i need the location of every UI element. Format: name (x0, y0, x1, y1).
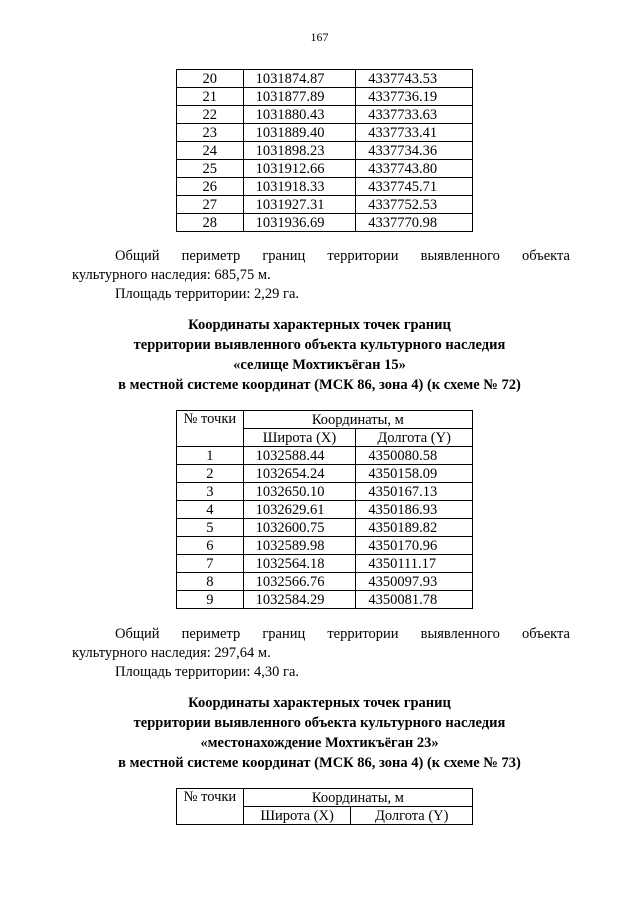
point-number-cell: 6 (177, 537, 244, 555)
word: выявленного (420, 248, 500, 264)
longitude-cell: 4337752.53 (356, 196, 473, 214)
word: периметр (181, 248, 241, 264)
longitude-cell: 4337770.98 (356, 214, 473, 232)
point-number-cell: 2 (177, 465, 244, 483)
latitude-cell: 1031877.89 (243, 88, 356, 106)
point-number-cell: 7 (177, 555, 244, 573)
word: выявленного (420, 626, 500, 642)
table-row (177, 124, 473, 142)
point-number-cell: 20 (177, 70, 244, 88)
table-row (177, 483, 473, 501)
heading-line-2: территории выявленного объекта культурного наследия (133, 337, 506, 353)
latitude-cell: 1031912.66 (243, 160, 356, 178)
latitude-cell: 1032566.76 (243, 573, 356, 591)
table-row (177, 88, 473, 106)
latitude-cell: 1031927.31 (243, 196, 356, 214)
perimeter-line-2: культурного наследия: 297,64 м. (72, 645, 271, 661)
longitude-cell: 4350186.93 (356, 501, 473, 519)
heading-line-4: в местной системе координат (МСК 86, зона 4) (к схеме № 72) (118, 377, 521, 393)
table-row (177, 555, 473, 573)
longitude-cell: 4350167.13 (356, 483, 473, 501)
point-number-cell: 28 (177, 214, 244, 232)
latitude-cell: 1032600.75 (243, 519, 356, 537)
point-number-cell: 27 (177, 196, 244, 214)
word: территории (327, 248, 399, 264)
table-row (177, 178, 473, 196)
header-latitude: Широта (X) (243, 429, 356, 447)
word: объекта (521, 248, 570, 264)
section-heading-73 (0, 693, 639, 773)
longitude-cell: 4337733.41 (356, 124, 473, 142)
perimeter-line (72, 247, 570, 266)
section-heading-72 (0, 315, 639, 395)
longitude-cell: 4337745.71 (356, 178, 473, 196)
longitude-cell: 4337743.80 (356, 160, 473, 178)
heading-line-3: «селище Мохтикъёган 15» (233, 357, 406, 373)
longitude-cell: 4350081.78 (356, 591, 473, 609)
table-row (177, 501, 473, 519)
table-row (177, 106, 473, 124)
header-point-number: № точки (177, 789, 244, 825)
table-row (177, 196, 473, 214)
heading-line-2: территории выявленного объекта культурного наследия (133, 715, 506, 731)
word: периметр (181, 626, 241, 642)
heading-line-1: Координаты характерных точек границ (188, 695, 451, 711)
table-row (177, 447, 473, 465)
word: Общий (115, 248, 160, 264)
coordinates-table-73 (176, 788, 473, 825)
table-row (177, 519, 473, 537)
point-number-cell: 26 (177, 178, 244, 196)
heading-line-3: «местонахождение Мохтикъёган 23» (200, 735, 439, 751)
longitude-cell: 4350097.93 (356, 573, 473, 591)
point-number-cell: 25 (177, 160, 244, 178)
perimeter-paragraph-2 (72, 625, 570, 682)
point-number-cell: 3 (177, 483, 244, 501)
table-row (177, 214, 473, 232)
table-row (177, 573, 473, 591)
table-row (177, 537, 473, 555)
point-number-cell: 4 (177, 501, 244, 519)
longitude-cell: 4350080.58 (356, 447, 473, 465)
area-line: Площадь территории: 4,30 га. (115, 664, 300, 680)
point-number-cell: 21 (177, 88, 244, 106)
latitude-cell: 1032650.10 (243, 483, 356, 501)
latitude-cell: 1031880.43 (243, 106, 356, 124)
latitude-cell: 1031918.33 (243, 178, 356, 196)
word: Общий (115, 626, 160, 642)
latitude-cell: 1032564.18 (243, 555, 356, 573)
point-number-cell: 22 (177, 106, 244, 124)
table-row (177, 160, 473, 178)
point-number-cell: 8 (177, 573, 244, 591)
longitude-cell: 4337743.53 (356, 70, 473, 88)
coordinates-table-continued (176, 69, 473, 232)
latitude-cell: 1032629.61 (243, 501, 356, 519)
latitude-cell: 1031874.87 (243, 70, 356, 88)
perimeter-paragraph-1 (72, 247, 570, 304)
longitude-cell: 4350170.96 (356, 537, 473, 555)
word: границ (262, 248, 306, 264)
latitude-cell: 1032654.24 (243, 465, 356, 483)
header-latitude: Широта (X) (243, 807, 351, 825)
table-row (177, 591, 473, 609)
latitude-cell: 1031898.23 (243, 142, 356, 160)
perimeter-line-2: культурного наследия: 685,75 м. (72, 267, 271, 283)
word: территории (327, 626, 399, 642)
latitude-cell: 1032588.44 (243, 447, 356, 465)
longitude-cell: 4337736.19 (356, 88, 473, 106)
latitude-cell: 1031936.69 (243, 214, 356, 232)
latitude-cell: 1032584.29 (243, 591, 356, 609)
header-longitude: Долгота (Y) (356, 429, 473, 447)
header-coordinates: Координаты, м (243, 411, 472, 429)
latitude-cell: 1031889.40 (243, 124, 356, 142)
coordinates-table-72 (176, 410, 473, 609)
longitude-cell: 4337733.63 (356, 106, 473, 124)
point-number-cell: 23 (177, 124, 244, 142)
table-row (177, 142, 473, 160)
longitude-cell: 4337734.36 (356, 142, 473, 160)
perimeter-line (72, 625, 570, 644)
heading-line-1: Координаты характерных точек границ (188, 317, 451, 333)
table-row (177, 70, 473, 88)
table-row (177, 465, 473, 483)
header-coordinates: Координаты, м (243, 789, 472, 807)
header-point-number: № точки (177, 411, 244, 447)
longitude-cell: 4350189.82 (356, 519, 473, 537)
point-number-cell: 24 (177, 142, 244, 160)
heading-line-4: в местной системе координат (МСК 86, зона 4) (к схеме № 73) (118, 755, 521, 771)
latitude-cell: 1032589.98 (243, 537, 356, 555)
point-number-cell: 9 (177, 591, 244, 609)
point-number-cell: 1 (177, 447, 244, 465)
longitude-cell: 4350111.17 (356, 555, 473, 573)
point-number-cell: 5 (177, 519, 244, 537)
area-line: Площадь территории: 2,29 га. (115, 286, 300, 302)
longitude-cell: 4350158.09 (356, 465, 473, 483)
header-longitude: Долгота (Y) (351, 807, 473, 825)
page-number: 167 (310, 30, 329, 44)
word: границ (262, 626, 306, 642)
word: объекта (521, 626, 570, 642)
